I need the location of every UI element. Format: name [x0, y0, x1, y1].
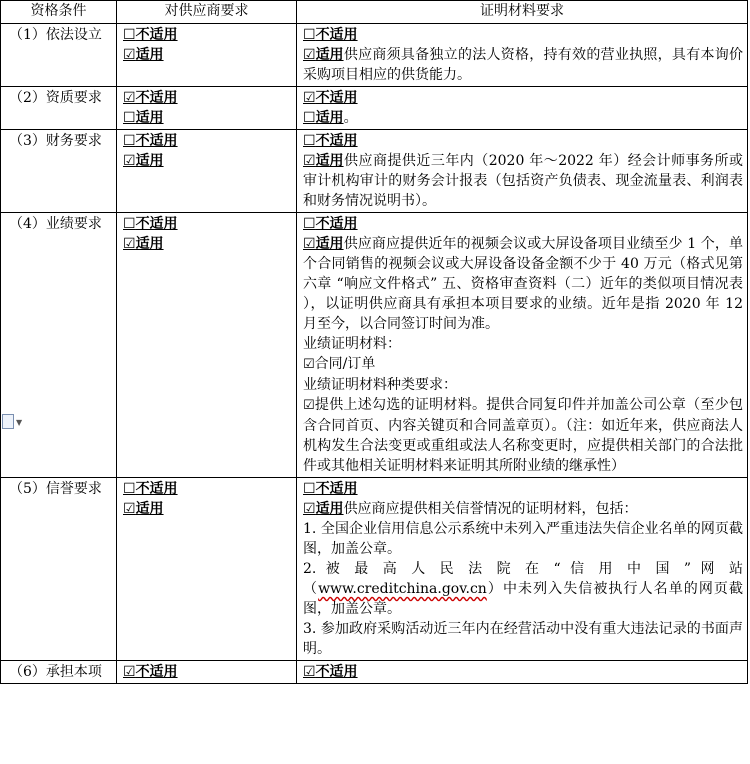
- row-capacity-proof: [297, 661, 748, 684]
- table-header-row: [1, 1, 748, 24]
- types-label: 业绩证明材料种类要求：: [303, 377, 457, 393]
- header-supplier-requirement: 对供应商要求: [117, 1, 297, 24]
- materials-label: 业绩证明材料：: [303, 336, 401, 352]
- checkbox-unchecked-icon[interactable]: ☐: [303, 133, 316, 149]
- option-not-applicable[interactable]: ☐不适用: [123, 216, 178, 232]
- checkbox-checked-icon[interactable]: ☑: [303, 501, 316, 517]
- checkbox-unchecked-icon[interactable]: ☐: [123, 133, 136, 149]
- row-performance-requirement: [117, 213, 297, 478]
- checkbox-checked-icon[interactable]: ☑: [303, 153, 316, 169]
- proof-text: 供应商须具备独立的法人资格，持有效的营业执照，具有本询价采购项目相应的供货能力。: [303, 47, 743, 83]
- creditchina-link[interactable]: www.creditchina.gov.cn: [318, 581, 487, 597]
- option-applicable[interactable]: ☐适用: [123, 110, 164, 126]
- table-row: [1, 130, 748, 213]
- table-row: [1, 661, 748, 684]
- credit-item-1: 1. 全国企业信用信息公示系统中未列入严重违法失信企业名单的网页截图，加盖公章。: [303, 521, 743, 557]
- option-applicable[interactable]: ☑适用: [303, 501, 344, 517]
- option-not-applicable[interactable]: ☑不适用: [123, 664, 178, 680]
- row-capacity-requirement: [117, 661, 297, 684]
- checkbox-unchecked-icon[interactable]: ☐: [123, 481, 136, 497]
- checkbox-checked-icon[interactable]: ☑: [303, 47, 316, 63]
- option-not-applicable[interactable]: ☐不适用: [123, 27, 178, 43]
- row-qualification-proof: [297, 87, 748, 130]
- header-qualification: 资格条件: [1, 1, 117, 24]
- row-qualification-name: （2）资质要求: [1, 87, 117, 130]
- row-credit-name: （5）信誉要求: [1, 478, 117, 661]
- option-not-applicable[interactable]: ☐不适用: [303, 216, 358, 232]
- option-not-applicable[interactable]: ☑不适用: [123, 90, 178, 106]
- table-row: [1, 213, 748, 478]
- types-text[interactable]: ☑提供上述勾选的证明材料。提供合同复印件并加盖公司公章（至少包含合同首页、内容关键页和合同盖章页）。（注：如近年来，供应商法人机构发生合法变更或重组或法人名称变更时，应提供相关部门的合法批件或其他相关证明材料来证明其所附业绩的继承性）: [303, 397, 743, 474]
- checkbox-unchecked-icon[interactable]: ☐: [303, 216, 316, 232]
- checkbox-checked-icon[interactable]: ☑: [123, 236, 136, 252]
- row-finance-name: （3）财务要求: [1, 130, 117, 213]
- table-row: [1, 478, 748, 661]
- checkbox-unchecked-icon[interactable]: ☐: [303, 110, 316, 126]
- proof-text: 供应商应提供相关信誉情况的证明材料，包括：: [343, 501, 638, 517]
- checkbox-unchecked-icon[interactable]: ☐: [303, 27, 316, 43]
- row-qualification-requirement: [117, 87, 297, 130]
- materials-item[interactable]: ☑合同/订单: [303, 356, 376, 372]
- option-applicable[interactable]: ☑适用: [123, 47, 164, 63]
- checkbox-unchecked-icon[interactable]: ☐: [123, 27, 136, 43]
- option-not-applicable[interactable]: ☐不适用: [303, 27, 358, 43]
- option-applicable[interactable]: ☐适用: [303, 110, 344, 126]
- checkbox-checked-icon[interactable]: ☑: [303, 357, 315, 372]
- checkbox-checked-icon[interactable]: ☑: [303, 236, 316, 252]
- proof-text: 供应商应提供近年的视频会议或大屏设备项目业绩至少 1 个，单个合同销售的视频会议或大屏设备设备金额不少于 40 万元（格式见第六章 “响应文件格式” 五、资格审查资料（二）近年的类似项目情况表 ），以证明供应商具有承担本项目要求的业绩。近年是指 2020 年 12 月至今，以合同签订时间为准。: [303, 236, 743, 332]
- proof-text: 供应商提供近三年内（2020 年～2022 年）经会计师事务所或审计机构审计的财务会计报表（包括资产负债表、现金流量表、利润表和财务情况说明书）。: [303, 153, 743, 209]
- option-not-applicable[interactable]: ☐不适用: [123, 133, 178, 149]
- option-not-applicable[interactable]: ☐不适用: [303, 481, 358, 497]
- option-not-applicable[interactable]: ☑不适用: [303, 90, 358, 106]
- checkbox-checked-icon[interactable]: ☑: [303, 664, 316, 680]
- checkbox-unchecked-icon[interactable]: ☐: [303, 481, 316, 497]
- option-applicable[interactable]: ☑适用: [123, 236, 164, 252]
- row-performance-proof: [297, 213, 748, 478]
- checkbox-checked-icon[interactable]: ☑: [123, 153, 136, 169]
- checkbox-checked-icon[interactable]: ☑: [123, 90, 136, 106]
- checkbox-checked-icon[interactable]: ☑: [123, 664, 136, 680]
- table-row: [1, 24, 748, 87]
- row-credit-requirement: [117, 478, 297, 661]
- row-finance-requirement: [117, 130, 297, 213]
- option-not-applicable[interactable]: ☐不适用: [123, 481, 178, 497]
- row-finance-proof: [297, 130, 748, 213]
- row-credit-proof: [297, 478, 748, 661]
- credit-item-2: 2. 被 最 高 人 民 法 院 在 “ 信 用 中 国 ” 网 站（www.creditchina.gov.cn）中未列入失信被执行人名单的网页截图，加盖公章。: [303, 561, 744, 617]
- option-applicable[interactable]: ☑适用: [303, 47, 344, 63]
- checkbox-checked-icon[interactable]: ☑: [303, 398, 315, 413]
- checkbox-unchecked-icon[interactable]: ☐: [123, 110, 136, 126]
- row-legal-name: （1）依法设立: [1, 24, 117, 87]
- option-applicable[interactable]: ☑适用: [303, 153, 344, 169]
- proof-text: 。: [343, 110, 358, 126]
- checkbox-checked-icon[interactable]: ☑: [303, 90, 316, 106]
- option-not-applicable[interactable]: ☑不适用: [303, 664, 358, 680]
- row-legal-requirement: [117, 24, 297, 87]
- header-proof-requirement: 证明材料要求: [297, 1, 748, 24]
- option-applicable[interactable]: ☑适用: [303, 236, 344, 252]
- checkbox-unchecked-icon[interactable]: ☐: [123, 216, 136, 232]
- document-icon[interactable]: ▼: [0, 414, 22, 430]
- checkbox-checked-icon[interactable]: ☑: [123, 501, 136, 517]
- checkbox-checked-icon[interactable]: ☑: [123, 47, 136, 63]
- option-not-applicable[interactable]: ☐不适用: [303, 133, 358, 149]
- row-legal-proof: [297, 24, 748, 87]
- table-row: [1, 87, 748, 130]
- row-performance-name: （4）业绩要求: [1, 213, 117, 478]
- option-applicable[interactable]: ☑适用: [123, 153, 164, 169]
- credit-item-3: 3. 参加政府采购活动近三年内在经营活动中没有重大违法记录的书面声明。: [303, 621, 743, 657]
- option-applicable[interactable]: ☑适用: [123, 501, 164, 517]
- row-capacity-name: （6）承担本项: [1, 661, 117, 684]
